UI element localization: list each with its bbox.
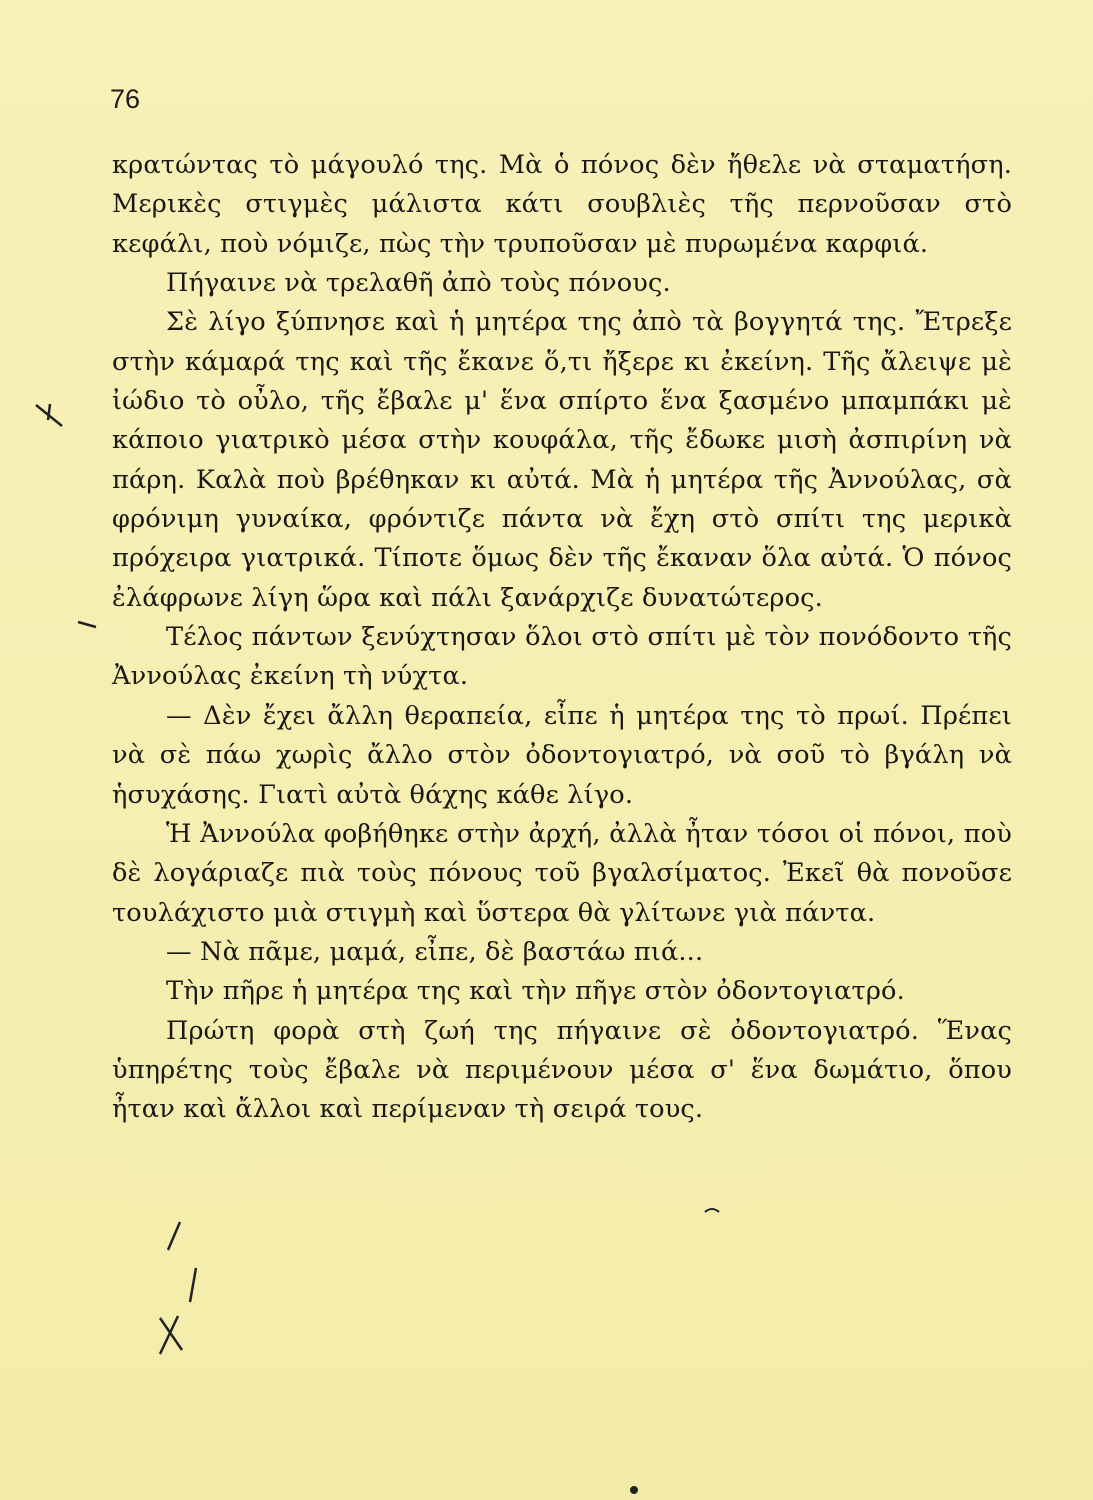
paragraph-6: Ἡ Ἀννούλα φοβήθηκε στὴν ἀρχή, ἀλλὰ ἦταν τόσοι οἱ πόνοι, ποὺ δὲ λογάριαζε πιὰ τοὺς πόνους τοῦ βγαλσίματος. Ἐκεῖ θὰ πονοῦσε τουλάχιστο μιὰ στιγμὴ καὶ ὕστερα θὰ γλίτωνε γιὰ πάντα. [112,818,1012,928]
paragraph-3: Σὲ λίγο ξύπνησε καὶ ἡ μητέρα της ἀπὸ τὰ βογγητά της. Ἔτρεξε στὴν κάμαρά της καὶ τῆς ἔκανε ὅ,τι ἤξερε κι ἐκείνη. Τῆς ἄλειψε μὲ ἰώδιο τὸ οὖλο, τῆς ἔβαλε μ' ἕνα σπίρτο ἕνα ξασμένο μπαμπάκι μὲ κάποιο γιατρικὸ μέσα στὴν κουφάλα, τῆς ἔδωκε μισὴ ἀσπιρίνη νὰ πάρη. Καλὰ ποὺ βρέθηκαν κι αὐτά. Μὰ ἡ μητέρα τῆς Ἀννούλας, σὰ φρόνιμη γυναίκα, φρόντιζε πάντα νὰ ἔχη στὸ σπίτι της μερικὰ πρόχειρα γιατρικά. Τίποτε ὅμως δὲν τῆς ἔκαναν ὅλα αὐτά. Ὁ πόνος ἐλάφρωνε λίγη ὥρα καὶ πάλι ξανάρχιζε δυνατώτερος. [112,307,1012,613]
body-text [112,146,1012,1130]
paragraph-4: Τέλος πάντων ξενύχτησαν ὅλοι στὸ σπίτι μὲ τὸν πονόδοντο τῆς Ἀννούλας ἐκείνη τὴ νύχτα. [112,622,1012,692]
page-number: 76 [110,84,141,114]
page-spot [630,1486,638,1494]
paragraph-8: Τὴν πῆρε ἡ μητέρα της καὶ τὴν πῆγε στὸν ὀδοντογιατρό. [166,976,905,1007]
paragraph-5: — Δὲν ἔχει ἄλλη θεραπεία, εἶπε ἡ μητέρα της τὸ πρωί. Πρέπει νὰ σὲ πάω χωρὶς ἄλλο στὸν ὀδοντογιατρό, νὰ σοῦ τὸ βγάλη νὰ ἡσυχάσης. Γιατὶ αὐτὰ θάχης κάθε λίγο. [112,700,1012,810]
paragraph-9: Πρώτη φορὰ στὴ ζωή της πήγαινε σὲ ὀδοντογιατρό. Ἕνας ὑπηρέτης τοὺς ἔβαλε νὰ περιμένουν μέσα σ' ἕνα δωμάτιο, ὅπου ἦταν καὶ ἄλλοι καὶ περίμεναν τὴ σειρά τους. [112,1015,1012,1125]
paragraph-2: Πήγαινε νὰ τρελαθῆ ἀπὸ τοὺς πόνους. [166,268,671,299]
paragraph-1: κρατώντας τὸ μάγουλό της. Μὰ ὁ πόνος δὲν ἤθελε νὰ σταματήση. Μερικὲς στιγμὲς μάλιστα κάτι σουβλιὲς τῆς περνοῦσαν στὸ κεφάλι, ποὺ νόμιζε, πὼς τὴν τρυποῦσαν μὲ πυρωμένα καρφιά. [112,150,1012,259]
paragraph-7: — Νὰ πᾶμε, μαμά, εἶπε, δὲ βαστάω πιά... [166,936,704,967]
